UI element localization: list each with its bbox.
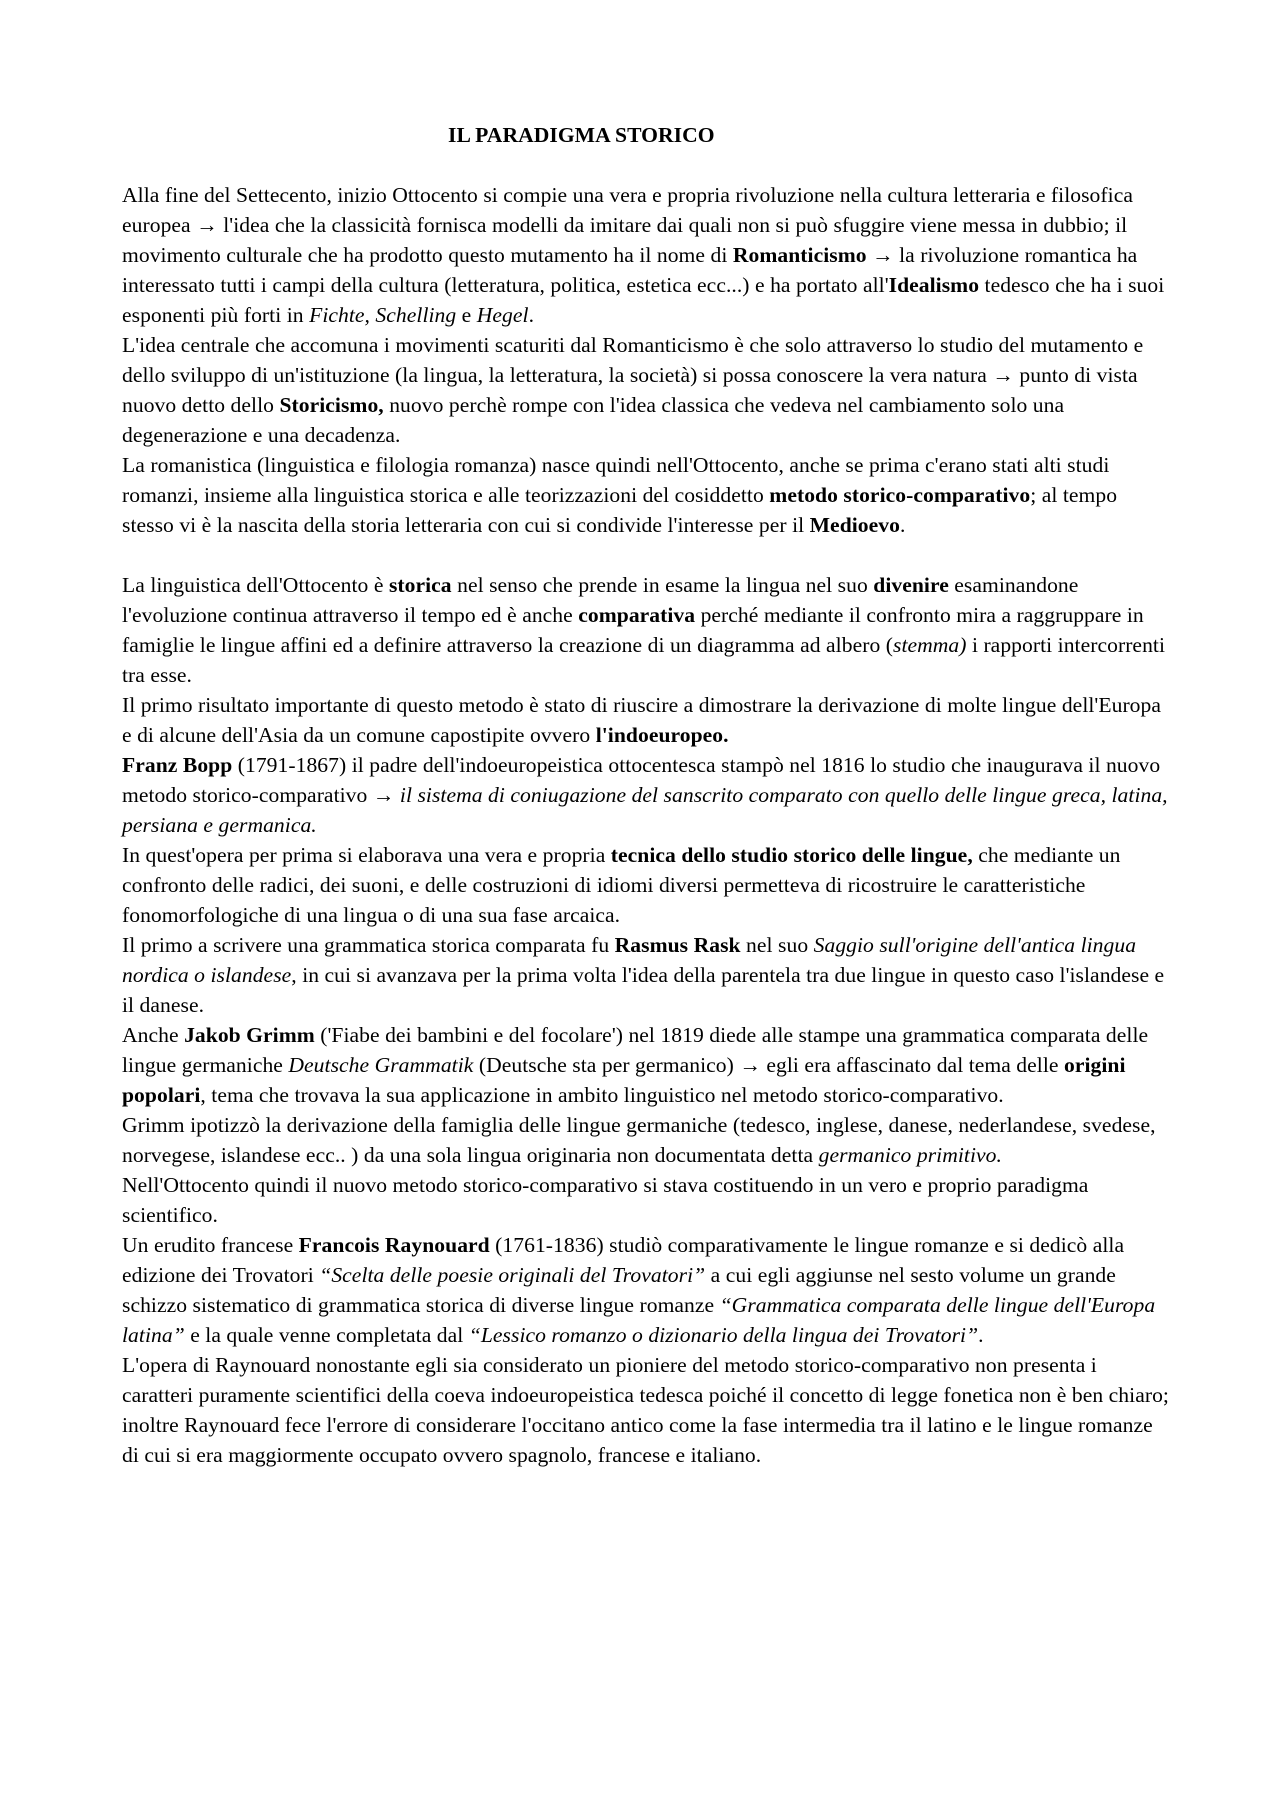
text-run: Anche xyxy=(122,1023,185,1047)
bold-term: l'indoeuropeo. xyxy=(595,723,729,747)
document-page xyxy=(122,120,1172,1470)
text-run: a cui egli aggiunse nel sesto volume un grande schizzo sistematico di grammatica storica di diverse lingue romanze xyxy=(122,1263,1116,1317)
italic-text: Deutsche Grammatik xyxy=(288,1053,474,1077)
text-run: In quest'opera per prima si elaborava una vera e propria xyxy=(122,843,611,867)
text-run: ('Fiabe dei bambini e del focolare') nel 1819 diede alle stampe una grammatica comparata delle lingue germaniche xyxy=(122,1023,1149,1077)
italic-text: germanico primitivo. xyxy=(818,1143,1002,1167)
paragraph-spacer xyxy=(122,540,1172,570)
text-run: (Deutsche sta per germanico) → egli era affascinato dal tema delle xyxy=(473,1053,1064,1077)
page-title: IL PARADIGMA STORICO xyxy=(448,123,715,147)
text-run: i rapporti intercorrenti tra esse. xyxy=(122,633,1166,687)
paragraph xyxy=(122,750,1172,840)
text-run: Il primo a scrivere una grammatica storica comparata fu xyxy=(122,933,615,957)
bold-term: divenire xyxy=(873,573,949,597)
text-run: esaminandone l'evoluzione continua attraverso il tempo ed è anche xyxy=(122,573,1079,627)
text-run: → la rivoluzione romantica ha interessato tutti i campi della cultura (letteratura, politica, estetica ecc...) e ha portato all' xyxy=(122,243,1138,297)
paragraph xyxy=(122,180,1172,330)
italic-text: “Scelta delle poesie originali del Trovatori” xyxy=(319,1263,706,1287)
text-run: . xyxy=(528,303,535,327)
italic-text: Saggio sull'origine dell'antica lingua nordica o islandese xyxy=(122,933,1137,987)
text-run: L'idea centrale che accomuna i movimenti scaturiti dal Romanticismo è che solo attraverso lo studio del mutamento e dello sviluppo di un'istituzione (la lingua, la letteratura, la società) si possa conoscere la vera natura → punto di vista nuovo detto dello xyxy=(122,333,1144,417)
text-run: (1791-1867) il padre dell'indoeuropeistica ottocentesca stampò nel 1816 lo studio che inaugurava il nuovo metodo storico-comparativo → xyxy=(122,753,1161,807)
text-run: , in cui si avanzava per la prima volta l'idea della parentela tra due lingue in questo caso l'islandese e il danese. xyxy=(122,963,1165,1017)
text-run: (1761-1836) studiò comparativamente le lingue romanze e si dedicò alla edizione dei Trovatori xyxy=(122,1233,1125,1287)
paragraph xyxy=(122,330,1172,450)
paragraph xyxy=(122,570,1172,690)
text-run: e la quale venne completata dal xyxy=(184,1323,469,1347)
paragraph xyxy=(122,930,1172,1020)
italic-text: “Lessico romanzo o dizionario della lingua dei Trovatori” xyxy=(468,1323,979,1347)
text-run: Un erudito francese xyxy=(122,1233,299,1257)
bold-term: Storicismo, xyxy=(279,393,384,417)
text-run: perché mediante il confronto mira a raggruppare in famiglie le lingue affini ed a definire attraverso la creazione di un diagramma ad albero ( xyxy=(122,603,1144,657)
text-run: . xyxy=(899,513,906,537)
italic-text: il sistema di coniugazione del sanscrito comparato con quello delle lingue greca, latina, persiana e germanica. xyxy=(122,783,1168,837)
text-run: Grimm ipotizzò la derivazione della famiglia delle lingue germaniche (tedesco, inglese, danese, nederlandese, svedese, norvegese, islandese ecc.. ) da una sola lingua originaria non documentata detta xyxy=(122,1113,1156,1167)
paragraph xyxy=(122,690,1172,750)
text-run: che mediante un confronto delle radici, dei suoni, e delle costruzioni di idiomi diversi permetteva di ricostruire le caratteristiche fonomorfologiche di una lingua o di una sua fase arcaica. xyxy=(122,843,1121,927)
bold-term: Romanticismo xyxy=(732,243,867,267)
paragraph xyxy=(122,1110,1172,1170)
italic-text: Fichte, Schelling xyxy=(309,303,457,327)
text-run: L'opera di Raynouard nonostante egli sia considerato un pioniere del metodo storico-comparativo non presenta i caratteri puramente scientifici della coeva indoeuropeistica tedesca poiché il concetto di legge fonetica non è ben chiaro; inoltre Raynouard fece l'errore di considerare l'occitano antico come la fase intermedia tra il latino e le lingue romanze di cui si era maggiormente occupato ovvero spagnolo, francese e italiano. xyxy=(122,1353,1169,1467)
bold-term: Jakob Grimm xyxy=(184,1023,315,1047)
text-run: tedesco che ha i suoi esponenti più forti in xyxy=(122,273,1165,327)
bold-term: Franz Bopp xyxy=(122,753,233,777)
paragraph xyxy=(122,1230,1172,1350)
text-run: nel suo xyxy=(740,933,814,957)
paragraph xyxy=(122,450,1172,540)
paragraph xyxy=(122,840,1172,930)
text-run: La linguistica dell'Ottocento è xyxy=(122,573,389,597)
text-run: ; al tempo stesso vi è la nascita della storia letteraria con cui si condivide l'interesse per il xyxy=(122,483,1118,537)
text-run: Alla fine del Settecento, inizio Ottocento si compie una vera e propria rivoluzione nella cultura letteraria e filosofica europea → l'idea che la classicità fornisca modelli da imitare dai quali non si può sfuggire viene messa in dubbio; il movimento culturale che ha prodotto questo mutamento ha il nome di xyxy=(122,183,1133,267)
bold-term: storica xyxy=(388,573,452,597)
text-run: , tema che trovava la sua applicazione in ambito linguistico nel metodo storico-comparativo. xyxy=(200,1083,1004,1107)
text-run: . xyxy=(978,1323,984,1347)
text-run: La romanistica (linguistica e filologia romanza) nasce quindi nell'Ottocento, anche se prima c'erano stati alti studi romanzi, insieme alla linguistica storica e alle teorizzazioni del cosiddetto xyxy=(122,453,1110,507)
paragraph xyxy=(122,1170,1172,1230)
italic-text: “Grammatica comparata delle lingue dell'Europa latina” xyxy=(122,1293,1156,1347)
text-run: nuovo perchè rompe con l'idea classica che vedeva nel cambiamento solo una degenerazione e una decadenza. xyxy=(122,393,1065,447)
bold-term: Rasmus Rask xyxy=(614,933,741,957)
text-run: e xyxy=(456,303,477,327)
text-run: Il primo risultato importante di questo metodo è stato di riuscire a dimostrare la derivazione di molte lingue dell'Europa e di alcune dell'Asia da un comune capostipite ovvero xyxy=(122,693,1162,747)
bold-term: Medioevo xyxy=(809,513,900,537)
bold-term: Idealismo xyxy=(888,273,980,297)
paragraph xyxy=(122,1020,1172,1110)
text-run: nel senso che prende in esame la lingua nel suo xyxy=(451,573,874,597)
bold-term: comparativa xyxy=(578,603,696,627)
bold-term: metodo storico-comparativo xyxy=(769,483,1031,507)
italic-text: Hegel xyxy=(476,303,529,327)
bold-term: tecnica dello studio storico delle lingue, xyxy=(610,843,973,867)
document-body xyxy=(122,180,1172,1470)
italic-text: stemma) xyxy=(892,633,967,657)
paragraph xyxy=(122,1350,1172,1470)
bold-term: origini popolari xyxy=(122,1053,1126,1107)
bold-term: Francois Raynouard xyxy=(298,1233,490,1257)
text-run: Nell'Ottocento quindi il nuovo metodo storico-comparativo si stava costituendo in un vero e proprio paradigma scientifico. xyxy=(122,1173,1089,1227)
